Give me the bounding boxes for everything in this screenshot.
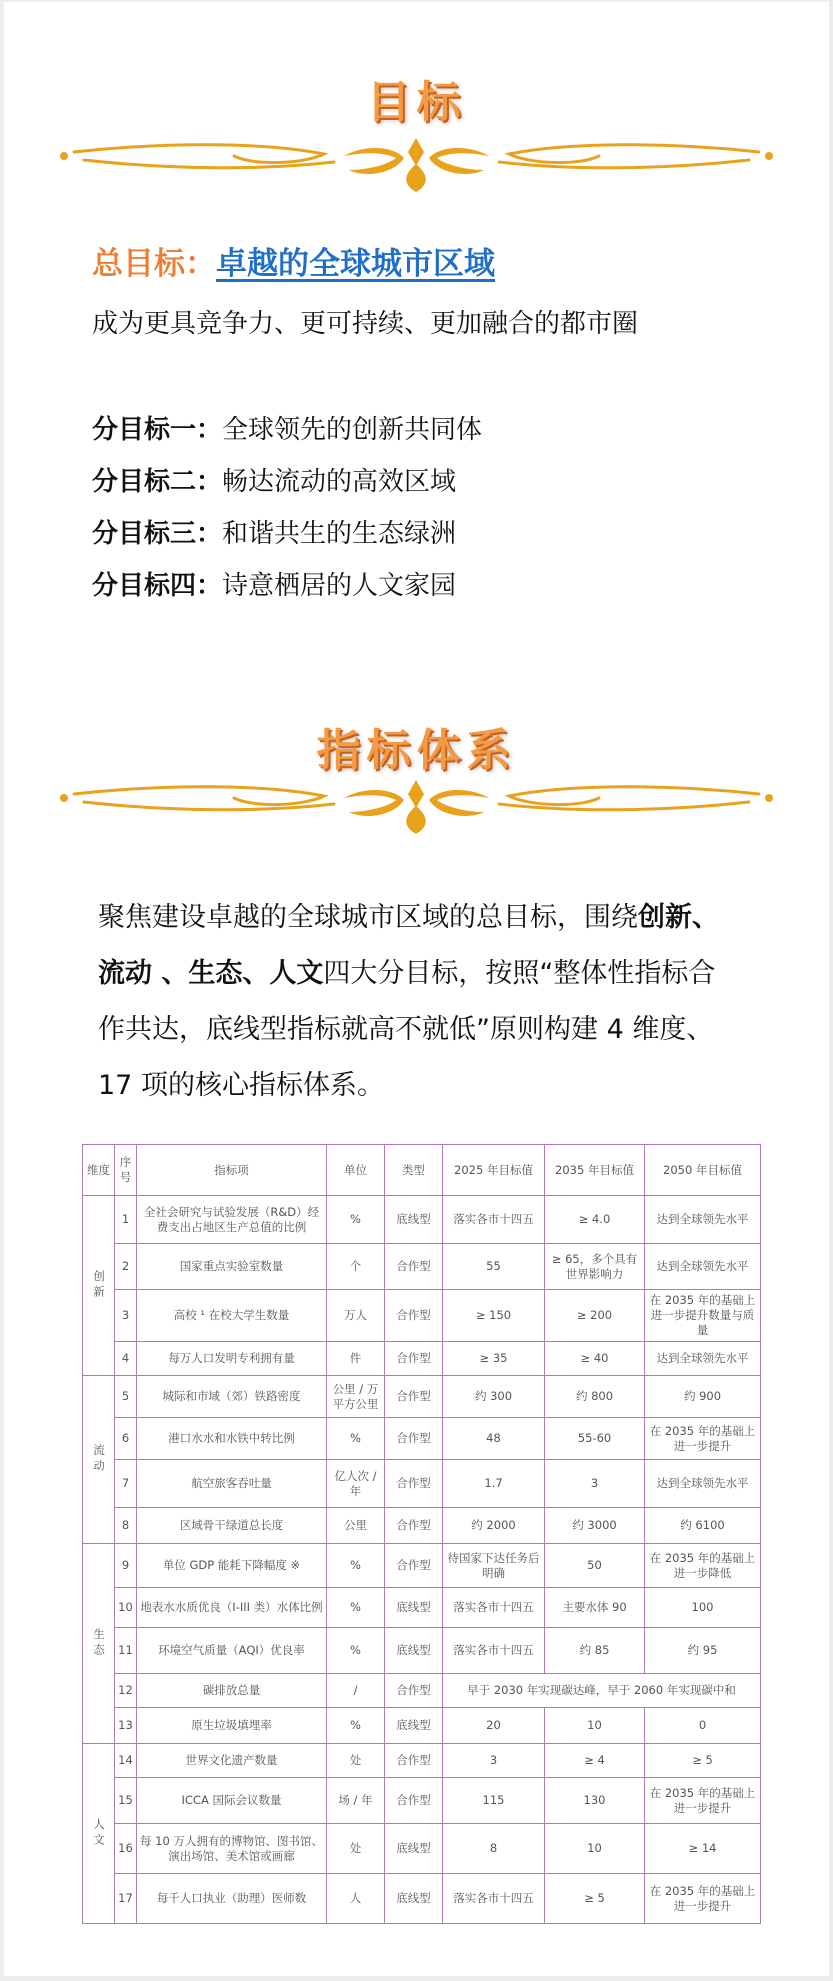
cell-no: 9 (115, 1544, 137, 1588)
main-goal-desc: 成为更具竞争力、更可持续、更加融合的都市圈 (92, 309, 639, 339)
cell-unit: % (327, 1628, 385, 1674)
ornament-divider-icon (4, 134, 829, 194)
header-dimension: 维度 (83, 1145, 115, 1196)
cell-type: 底线型 (385, 1588, 443, 1628)
cell-item: 地表水水质优良（I-III 类）水体比例 (137, 1588, 327, 1628)
cell-no: 4 (115, 1342, 137, 1376)
dimension-cell: 创新 (83, 1196, 115, 1376)
cell-type: 合作型 (385, 1418, 443, 1460)
cell-2025: 20 (443, 1708, 545, 1744)
cell-item: 区域骨干绿道总长度 (137, 1508, 327, 1544)
cell-item: 世界文化遗产数量 (137, 1744, 327, 1778)
main-goal (92, 244, 495, 286)
table-header-row (83, 1145, 761, 1196)
cell-no: 14 (115, 1744, 137, 1778)
cell-no: 6 (115, 1418, 137, 1460)
cell-2035: 主要水体 90 (545, 1588, 645, 1628)
table-row (83, 1588, 761, 1628)
cell-2050: 达到全球领先水平 (645, 1244, 761, 1290)
table-row (83, 1628, 761, 1674)
cell-no: 17 (115, 1874, 137, 1924)
table-row (83, 1290, 761, 1342)
table-row (83, 1418, 761, 1460)
cell-unit: 件 (327, 1342, 385, 1376)
cell-2025: 待国家下达任务后明确 (443, 1544, 545, 1588)
cell-type: 合作型 (385, 1244, 443, 1290)
cell-merged-target: 早于 2030 年实现碳达峰，早于 2060 年实现碳中和 (443, 1674, 761, 1708)
cell-item: 环境空气质量（AQI）优良率 (137, 1628, 327, 1674)
dimension-cell: 流动 (83, 1376, 115, 1544)
cell-item: 全社会研究与试验发展（R&D）经费支出占地区生产总值的比例 (137, 1196, 327, 1244)
indicators-heading-block (4, 714, 829, 778)
header-type: 类型 (385, 1145, 443, 1196)
goals-heading-block (4, 66, 829, 130)
cell-2035: ≥ 4 (545, 1744, 645, 1778)
cell-2025: 1.7 (443, 1460, 545, 1508)
cell-no: 3 (115, 1290, 137, 1342)
cell-unit: % (327, 1196, 385, 1244)
cell-2035: ≥ 40 (545, 1342, 645, 1376)
table-row (83, 1824, 761, 1874)
cell-2025: 115 (443, 1778, 545, 1824)
cell-2050: 达到全球领先水平 (645, 1342, 761, 1376)
cell-2050: 达到全球领先水平 (645, 1196, 761, 1244)
cell-2025: 8 (443, 1824, 545, 1874)
cell-item: 航空旅客吞吐量 (137, 1460, 327, 1508)
cell-2035: 3 (545, 1460, 645, 1508)
cell-no: 15 (115, 1778, 137, 1824)
cell-unit: % (327, 1588, 385, 1628)
cell-item: 高校 ¹ 在校大学生数量 (137, 1290, 327, 1342)
cell-type: 底线型 (385, 1874, 443, 1924)
cell-2025: 落实各市十四五 (443, 1874, 545, 1924)
dimension-cell: 人文 (83, 1744, 115, 1924)
cell-2050: 在 2035 年的基础上进一步提升数量与质量 (645, 1290, 761, 1342)
cell-2025: ≥ 150 (443, 1290, 545, 1342)
cell-2035: ≥ 5 (545, 1874, 645, 1924)
cell-item: 每万人口发明专利拥有量 (137, 1342, 327, 1376)
dimension-cell: 生态 (83, 1544, 115, 1744)
cell-unit: 处 (327, 1744, 385, 1778)
cell-no: 16 (115, 1824, 137, 1874)
cell-unit: 万人 (327, 1290, 385, 1342)
cell-unit: 公里 / 万平方公里 (327, 1376, 385, 1418)
cell-item: 国家重点实验室数量 (137, 1244, 327, 1290)
table-row (83, 1874, 761, 1924)
cell-2050: 在 2035 年的基础上进一步提升 (645, 1874, 761, 1924)
table-row (83, 1708, 761, 1744)
table-row (83, 1544, 761, 1588)
cell-type: 底线型 (385, 1824, 443, 1874)
table-row (83, 1376, 761, 1418)
table-row (83, 1342, 761, 1376)
cell-2050: 在 2035 年的基础上进一步降低 (645, 1544, 761, 1588)
cell-unit: 公里 (327, 1508, 385, 1544)
cell-unit: 亿人次 / 年 (327, 1460, 385, 1508)
table-row (83, 1778, 761, 1824)
header-item: 指标项 (137, 1145, 327, 1196)
sub-goal-1: 分目标一：全球领先的创新共同体 (92, 415, 483, 445)
cell-no: 10 (115, 1588, 137, 1628)
cell-type: 合作型 (385, 1376, 443, 1418)
cell-type: 合作型 (385, 1290, 443, 1342)
cell-type: 合作型 (385, 1674, 443, 1708)
cell-item: 城际和市域（郊）铁路密度 (137, 1376, 327, 1418)
cell-2025: ≥ 35 (443, 1342, 545, 1376)
cell-2050: ≥ 14 (645, 1824, 761, 1874)
cell-2035: 约 85 (545, 1628, 645, 1674)
cell-unit: / (327, 1674, 385, 1708)
cell-2050: 在 2035 年的基础上进一步提升 (645, 1418, 761, 1460)
cell-2035: 55-60 (545, 1418, 645, 1460)
cell-2035: 10 (545, 1824, 645, 1874)
document-page (4, 2, 829, 1976)
cell-2035: 约 3000 (545, 1508, 645, 1544)
table-row (83, 1744, 761, 1778)
cell-type: 合作型 (385, 1544, 443, 1588)
cell-unit: % (327, 1708, 385, 1744)
cell-2035: ≥ 65，多个具有世界影响力 (545, 1244, 645, 1290)
cell-no: 8 (115, 1508, 137, 1544)
cell-2050: 100 (645, 1588, 761, 1628)
main-goal-value: 卓越的全球城市区域 (216, 246, 495, 282)
cell-unit: 处 (327, 1824, 385, 1874)
cell-unit: % (327, 1544, 385, 1588)
cell-type: 合作型 (385, 1460, 443, 1508)
cell-2050: 达到全球领先水平 (645, 1460, 761, 1508)
cell-2025: 约 2000 (443, 1508, 545, 1544)
cell-2035: 130 (545, 1778, 645, 1824)
cell-2025: 落实各市十四五 (443, 1628, 545, 1674)
cell-type: 合作型 (385, 1778, 443, 1824)
cell-no: 2 (115, 1244, 137, 1290)
cell-item: 每 10 万人拥有的博物馆、图书馆、演出场馆、美术馆或画廊 (137, 1824, 327, 1874)
cell-2035: 50 (545, 1544, 645, 1588)
table-row (83, 1508, 761, 1544)
cell-no: 1 (115, 1196, 137, 1244)
goals-heading: 目标 (366, 77, 467, 128)
cell-2035: 10 (545, 1708, 645, 1744)
cell-type: 底线型 (385, 1196, 443, 1244)
cell-type: 合作型 (385, 1744, 443, 1778)
cell-2035: ≥ 200 (545, 1290, 645, 1342)
cell-2050: 约 900 (645, 1376, 761, 1418)
cell-item: 原生垃圾填埋率 (137, 1708, 327, 1744)
table-row (83, 1674, 761, 1708)
cell-2050: 约 6100 (645, 1508, 761, 1544)
sub-goal-4: 分目标四：诗意栖居的人文家园 (92, 571, 457, 601)
cell-no: 11 (115, 1628, 137, 1674)
table-row (83, 1460, 761, 1508)
cell-item: 每千人口执业（助理）医师数 (137, 1874, 327, 1924)
indicators-heading: 指标体系 (316, 725, 517, 776)
cell-type: 底线型 (385, 1708, 443, 1744)
table-row (83, 1196, 761, 1244)
cell-no: 13 (115, 1708, 137, 1744)
cell-item: ICCA 国际会议数量 (137, 1778, 327, 1824)
cell-no: 5 (115, 1376, 137, 1418)
cell-2050: 在 2035 年的基础上进一步提升 (645, 1778, 761, 1824)
cell-no: 12 (115, 1674, 137, 1708)
ornament-divider-icon (4, 776, 829, 836)
cell-2050: 约 95 (645, 1628, 761, 1674)
cell-2035: ≥ 4.0 (545, 1196, 645, 1244)
cell-2050: 0 (645, 1708, 761, 1744)
cell-type: 合作型 (385, 1342, 443, 1376)
indicator-table (82, 1144, 761, 1924)
header-no: 序号 (115, 1145, 137, 1196)
main-goal-label: 总目标： (92, 246, 216, 282)
cell-item: 港口水水和水铁中转比例 (137, 1418, 327, 1460)
cell-2025: 落实各市十四五 (443, 1588, 545, 1628)
cell-unit: % (327, 1418, 385, 1460)
cell-unit: 人 (327, 1874, 385, 1924)
cell-2035: 约 800 (545, 1376, 645, 1418)
cell-unit: 场 / 年 (327, 1778, 385, 1824)
sub-goal-3: 分目标三：和谐共生的生态绿洲 (92, 519, 457, 549)
cell-2025: 55 (443, 1244, 545, 1290)
cell-2025: 落实各市十四五 (443, 1196, 545, 1244)
cell-item: 碳排放总量 (137, 1674, 327, 1708)
header-2025: 2025 年目标值 (443, 1145, 545, 1196)
cell-type: 合作型 (385, 1508, 443, 1544)
cell-item: 单位 GDP 能耗下降幅度 ※ (137, 1544, 327, 1588)
cell-2025: 48 (443, 1418, 545, 1460)
cell-no: 7 (115, 1460, 137, 1508)
header-unit: 单位 (327, 1145, 385, 1196)
cell-type: 底线型 (385, 1628, 443, 1674)
cell-unit: 个 (327, 1244, 385, 1290)
table-row (83, 1244, 761, 1290)
intro-paragraph: 聚焦建设卓越的全球城市区域的总目标，围绕创新、流动 、生态、人文四大分目标，按照“整体性指标合作共达，底线型指标就高不就低”原则构建 4 维度、17 项的核心指标体系。 (98, 902, 719, 1101)
header-2035: 2035 年目标值 (545, 1145, 645, 1196)
cell-2025: 3 (443, 1744, 545, 1778)
cell-2050: ≥ 5 (645, 1744, 761, 1778)
header-2050: 2050 年目标值 (645, 1145, 761, 1196)
cell-2025: 约 300 (443, 1376, 545, 1418)
sub-goal-2: 分目标二：畅达流动的高效区域 (92, 467, 457, 497)
